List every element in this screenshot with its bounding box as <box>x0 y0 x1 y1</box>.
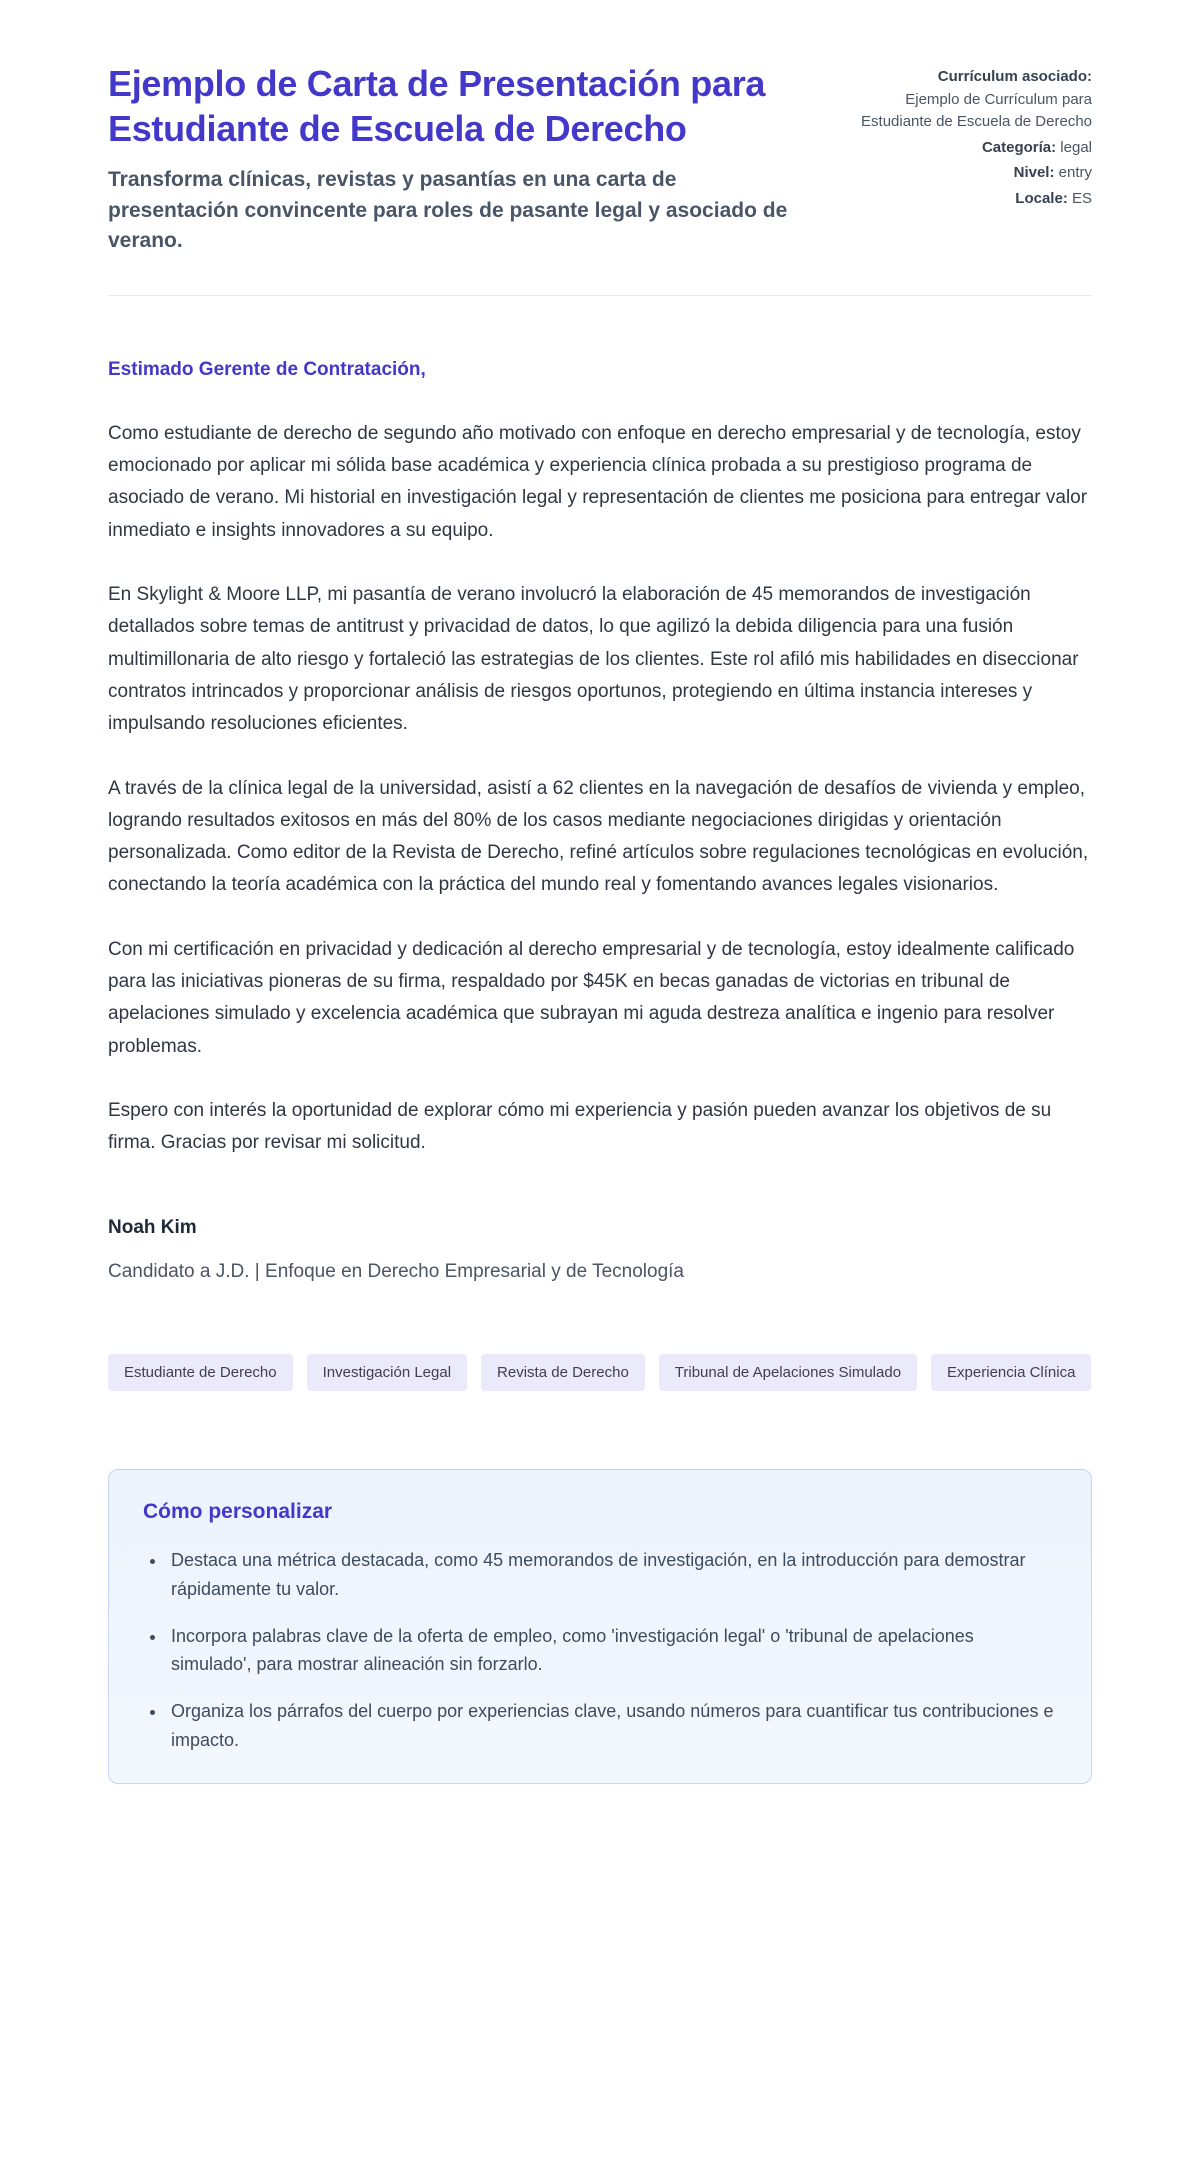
tag-chip-experiencia-clinica[interactable]: Experiencia Clínica <box>931 1354 1091 1391</box>
tips-list <box>143 1546 1057 1755</box>
letter-paragraph-3: A través de la clínica legal de la universidad, asistí a 62 clientes en la navegación de desafíos de vivienda y empleo, logrando resultados exitosos en más del 80% de los casos mediante negociaciones dirigidas y orientación personalizada. Como editor de la Revista de Derecho, refiné artículos sobre regulaciones tecnológicas en evolución, conectando la teoría académica con la práctica del mundo real y fomentando avances legales visionarios. <box>108 777 1089 896</box>
meta-resume-label: Currículum asociado: <box>937 68 1092 85</box>
page-header <box>108 62 1092 257</box>
header-divider <box>108 295 1092 296</box>
meta-resume-value: Ejemplo de Currículum para Estudiante de Escuela de Derecho <box>861 90 1092 130</box>
cover-letter-example-page <box>108 0 1092 1864</box>
letter-paragraph-5: Espero con interés la oportunidad de explorar cómo mi experiencia y pasión pueden avanzar los objetivos de su firma. Gracias por revisar mi solicitud. <box>108 1099 1052 1154</box>
letter-paragraph-4: Con mi certificación en privacidad y dedicación al derecho empresarial y de tecnología, estoy idealmente calificado para las iniciativas pioneras de su firma, respaldado por $45K en becas ganadas de victorias en tribunal de apelaciones simulado y excelencia académica que subrayan mi aguda destreza analítica e ingenio para resolver problemas. <box>108 938 1075 1057</box>
tip-item-1: • Destaca una métrica destacada, como 45 memorandos de investigación, en la introducción para demostrar rápidamente tu valor. <box>167 1546 1057 1604</box>
tag-chip-tribunal-apelaciones-simulado[interactable]: Tribunal de Apelaciones Simulado <box>659 1354 917 1391</box>
customization-tips-box <box>108 1469 1092 1784</box>
signature-title: Candidato a J.D. | Enfoque en Derecho Empresarial y de Tecnología <box>108 1260 684 1282</box>
meta-level-label: Nivel: <box>1013 164 1055 181</box>
letter-salutation: Estimado Gerente de Contratación, <box>108 358 426 380</box>
tag-chip-investigacion-legal[interactable]: Investigación Legal <box>307 1354 467 1391</box>
tips-title: Cómo personalizar <box>143 1500 333 1524</box>
letter-paragraph-1: Como estudiante de derecho de segundo año motivado con enfoque en derecho empresarial y de tecnología, estoy emocionado por aplicar mi sólida base académica y experiencia clínica probada a su prestigioso programa de asociado de verano. Mi historial en investigación legal y representación de clientes me posiciona para entregar valor inmediato e insights innovadores a su equipo. <box>108 422 1088 541</box>
meta-category <box>847 137 1092 160</box>
letter-paragraph-2: En Skylight & Moore LLP, mi pasantía de verano involucró la elaboración de 45 memorandos de investigación detallados sobre temas de antitrust y privacidad de datos, lo que agilizó la debida diligencia para una fusión multimillonaria de alto riesgo y fortaleció las estrategias de los clientes. Este rol afiló mis habilidades en diseccionar contratos intrincados y proporcionar análisis de riesgos oportunos, protegiendo en última instancia intereses y impulsando resoluciones eficientes. <box>108 584 1079 735</box>
tag-chip-estudiante-de-derecho[interactable]: Estudiante de Derecho <box>108 1354 293 1391</box>
signature-name: Noah Kim <box>108 1216 197 1238</box>
header-title-block <box>108 62 798 257</box>
meta-category-label: Categoría: <box>981 138 1057 156</box>
letter-body <box>108 354 1092 1289</box>
tip-item-3: • Organiza los párrafos del cuerpo por experiencias clave, usando números para cuantificar tus contribuciones e impacto. <box>167 1697 1057 1755</box>
page-subtitle: Transforma clínicas, revistas y pasantías en una carta de presentación convincente para roles de pasante legal y asociado de verano. <box>108 168 788 253</box>
signature-block <box>108 1212 1092 1289</box>
tag-list <box>108 1354 1092 1391</box>
page-title: Ejemplo de Carta de Presentación para Estudiante de Escuela de Derecho <box>108 63 766 149</box>
tip-item-2: • Incorpora palabras clave de la oferta de empleo, como 'investigación legal' o 'tribunal de apelaciones simulado', para mostrar alineación sin forzarlo. <box>167 1622 1057 1680</box>
meta-category-value: legal <box>1060 138 1092 156</box>
meta-level-value: entry <box>1058 164 1092 181</box>
meta-panel <box>847 62 1092 213</box>
meta-locale-value: ES <box>1071 189 1092 207</box>
meta-level <box>847 162 1092 185</box>
tag-chip-revista-de-derecho[interactable]: Revista de Derecho <box>481 1354 645 1391</box>
meta-locale <box>847 188 1092 211</box>
meta-associated-resume <box>847 66 1092 134</box>
meta-locale-label: Locale: <box>1015 189 1068 207</box>
